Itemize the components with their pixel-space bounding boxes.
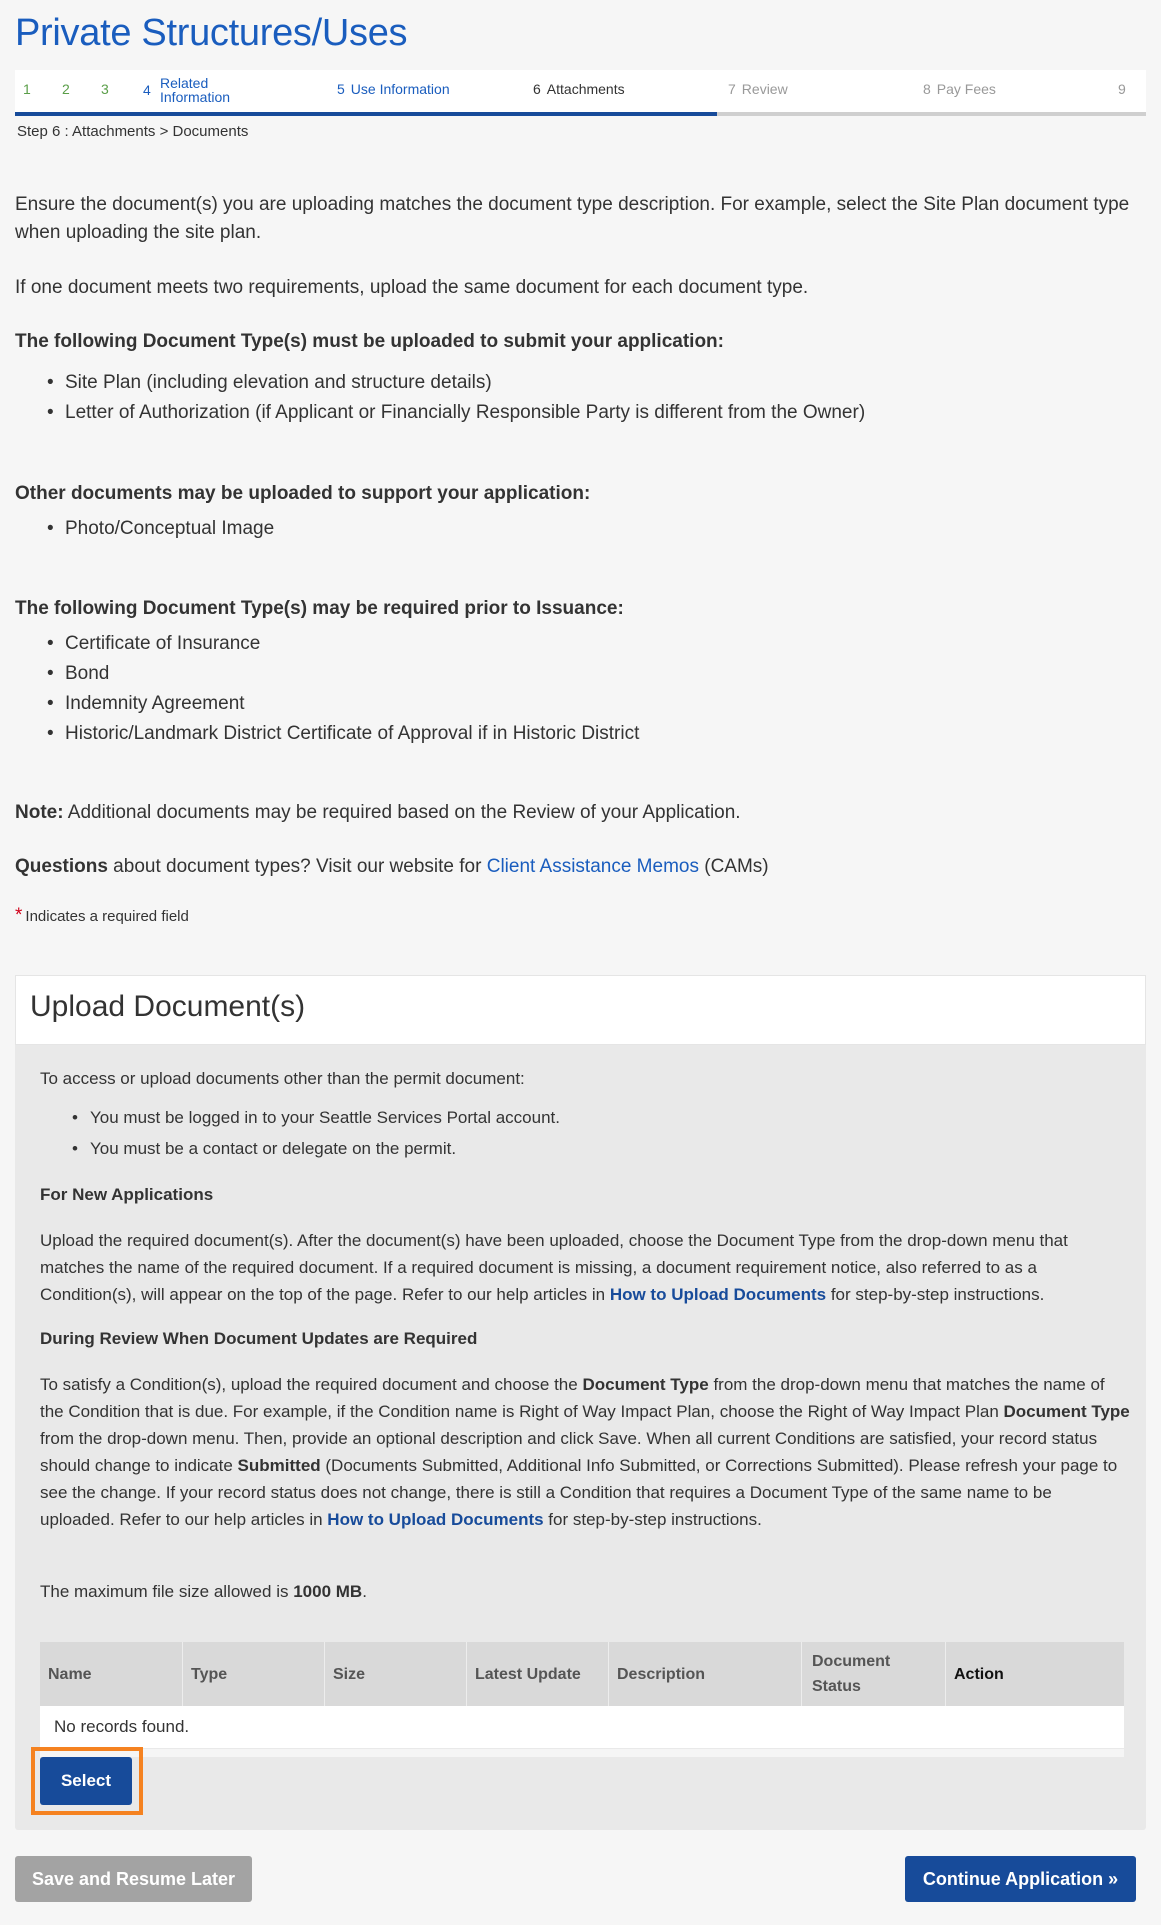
column-latest-update[interactable]: Latest Update <box>467 1642 609 1706</box>
step-6-attachments: 6 Attachments <box>533 81 625 97</box>
questions-paragraph: Questions about document types? Visit our website for Client Assistance Memos (CAMs) <box>15 856 769 877</box>
issuance-docs-heading: The following Document Type(s) may be required prior to Issuance: <box>15 598 624 619</box>
required-docs-list <box>15 368 865 428</box>
cams-link[interactable]: Client Assistance Memos <box>486 856 699 877</box>
select-button[interactable]: Select <box>40 1757 132 1805</box>
table-row <box>40 1706 1124 1748</box>
list-item: • Site Plan (including elevation and structure details) <box>65 368 865 398</box>
list-item: • You must be a contact or delegate on the permit. <box>90 1133 560 1164</box>
how-to-upload-link[interactable]: How to Upload Documents <box>327 1510 544 1529</box>
required-docs-heading: The following Document Type(s) must be uploaded to submit your application: <box>15 331 724 352</box>
stepper-progress <box>15 112 717 116</box>
list-item: • Bond <box>65 659 639 689</box>
table-header-row <box>40 1642 1124 1706</box>
step-8-pay-fees: 8 Pay Fees <box>923 81 996 97</box>
empty-table-message: No records found. <box>40 1706 1124 1748</box>
step-3[interactable]: 3 <box>101 81 109 97</box>
step-7-review: 7 Review <box>728 81 788 97</box>
table-footer <box>40 1749 1124 1757</box>
step-2[interactable]: 2 <box>62 81 70 97</box>
documents-table <box>40 1642 1124 1748</box>
list-item: • Letter of Authorization (if Applicant or Financially Responsible Party is different from the Owner) <box>65 398 865 428</box>
upload-panel-header <box>15 975 1146 1045</box>
note-paragraph: Note: Additional documents may be required based on the Review of your Application. <box>15 802 741 823</box>
other-docs-list <box>15 514 274 544</box>
column-action: Action <box>946 1642 1125 1706</box>
new-applications-text: Upload the required document(s). After the document(s) have been uploaded, choose the Document Type from the drop-down menu that matches the name of the required document. If a required document is missing, a document requirement notice, also referred to as a Condition(s), will appear on the top of the page. Refer to our help articles in How to Upload Documents for step-by-step instructions. <box>40 1231 1068 1304</box>
breadcrumb: Step 6 : Attachments > Documents <box>17 123 249 140</box>
upload-heading: Upload Document(s) <box>30 990 306 1023</box>
progress-stepper: 1 2 3 4 Related Information 5 Use Information 6 Attachments 7 Review 8 Pay Fees 9 <box>15 70 1146 116</box>
column-document-status[interactable]: Document Status <box>802 1642 946 1706</box>
list-item: • Photo/Conceptual Image <box>65 514 274 544</box>
new-applications-heading: For New Applications <box>40 1185 214 1204</box>
required-star: * <box>15 905 23 926</box>
column-name[interactable]: Name <box>40 1642 183 1706</box>
save-and-resume-later-button[interactable]: Save and Resume Later <box>15 1856 252 1902</box>
column-type[interactable]: Type <box>183 1642 325 1706</box>
max-file-size: The maximum file size allowed is 1000 MB. <box>40 1582 367 1601</box>
column-size[interactable]: Size <box>325 1642 467 1706</box>
list-item: • You must be logged in to your Seattle Services Portal account. <box>90 1102 560 1133</box>
access-requirements-list <box>40 1102 560 1164</box>
intro-paragraph-2: If one document meets two requirements, upload the same document for each document type. <box>15 277 809 298</box>
during-review-heading: During Review When Document Updates are Required <box>40 1329 478 1348</box>
step-5-use-information[interactable]: 5 Use Information <box>337 81 450 97</box>
continue-application-button[interactable]: Continue Application » <box>905 1856 1136 1902</box>
during-review-text: To satisfy a Condition(s), upload the required document and choose the Document Type from the drop-down menu that matches the name of the Condition that is due. For example, if the Condition name is Right of Way Impact Plan, choose the Right of Way Impact Plan Document Type from the drop-down menu. Then, provide an optional description and click Save. When all current Conditions are satisfied, your record status should change to indicate Submitted (Documents Submitted, Additional Info Submitted, or Corrections Submitted). Please refresh your page to see the change. If your record status does not change, there is still a Condition that requires a Document Type of the same name to be uploaded. Refer to our help articles in How to Upload Documents for step-by-step instructions. <box>40 1375 1130 1529</box>
list-item: • Certificate of Insurance <box>65 629 639 659</box>
list-item: • Historic/Landmark District Certificate of Approval if in Historic District <box>65 719 639 749</box>
how-to-upload-link[interactable]: How to Upload Documents <box>609 1285 827 1304</box>
list-item: • Indemnity Agreement <box>65 689 639 719</box>
step-1[interactable]: 1 <box>23 81 31 97</box>
step-9: 9 <box>1118 81 1126 97</box>
intro-paragraph-1: Ensure the document(s) you are uploading matches the document type description. For example, select the Site Plan document type when uploading the site plan. <box>15 194 1130 243</box>
page-title: Private Structures/Uses <box>15 12 408 54</box>
required-field-legend: * Indicates a required field <box>15 905 189 926</box>
access-text: To access or upload documents other than the permit document: <box>40 1069 525 1088</box>
column-description[interactable]: Description <box>609 1642 802 1706</box>
other-docs-heading: Other documents may be uploaded to support your application: <box>15 483 591 504</box>
issuance-docs-list <box>15 629 639 749</box>
